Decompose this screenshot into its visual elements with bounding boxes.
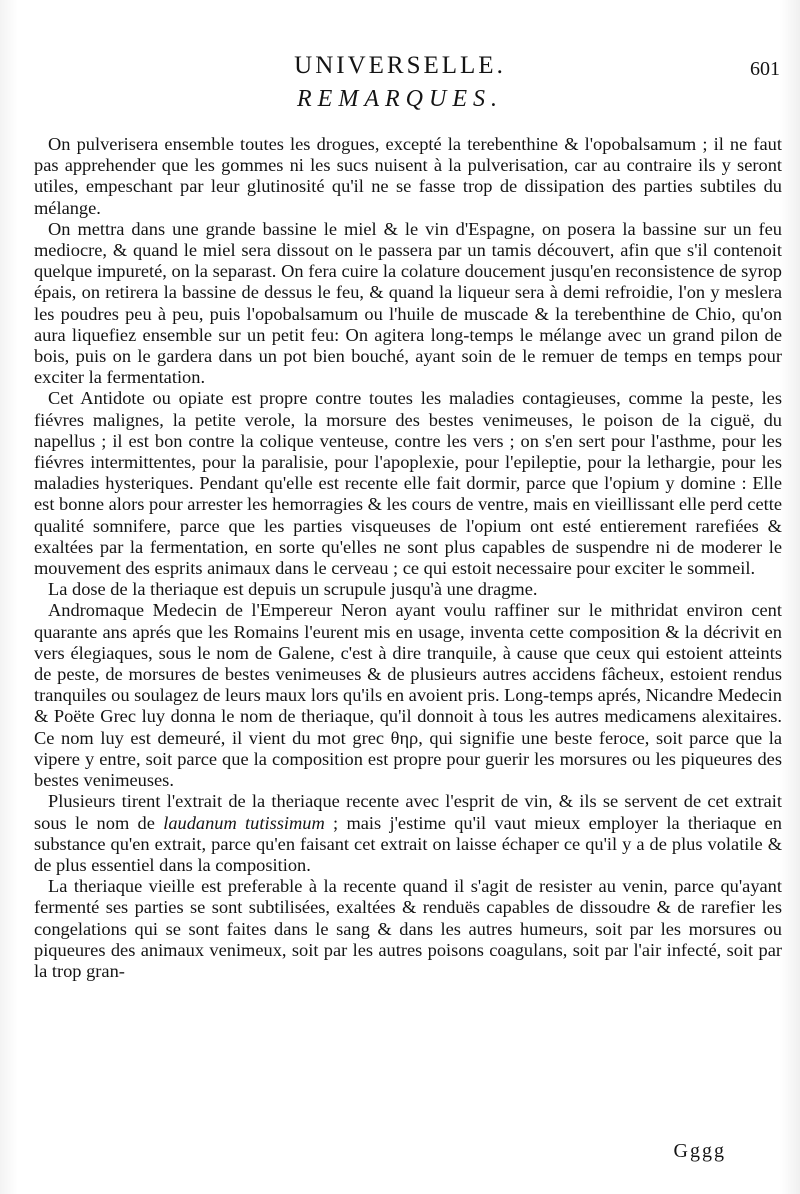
- paragraph-2: On mettra dans une grande bassine le miel & le vin d'Espagne, on posera la bassine sur un feu mediocre, & quand le miel sera dissout on le passera par un tamis découvert, afin que s'il contenoit quelque impureté, on la separast. On fera cuire la colature doucement jusqu'en reconsistence de syrop épais, on retirera la bassine de dessus le feu, & quand la liqueur sera à demi refroidie, l'on y meslera les poudres peu à peu, puis l'opobalsamum ou l'huile de muscade & la terebenthine de Chio, qu'on aura liquefiez ensemble sur un petit feu: On agitera long-temps le mélange avec un grand pilon de bois, puis on le gardera dans un pot bien bouché, ayant soin de le remuer de temps en temps pour exciter la fermentation.: [34, 218, 782, 388]
- paragraph-3: Cet Antidote ou opiate est propre contre toutes les maladies contagieuses, comme la peste, les fiévres malignes, la petite verole, la morsure des bestes venimeuses, le poison de la ciguë, du napellus ; il est bon contre la colique venteuse, contre les vers ; on s'en sert pour l'asthme, pour les fiévres intermittentes, pour la paralisie, pour l'apoplexie, pour l'epileptie, pour la lethargie, pour les maladies hysteriques. Pendant qu'elle est recente elle fait dormir, parce que l'opium y domine : Elle est bonne alors pour arrester les hemorragies & les cours de ventre, mais en vieillissant elle perd cette qualité somnifere, parce que les parties visqueuses de l'opium ont esté entierement rarefiées & exaltées par la fermentation, en sorte qu'elles ne sont plus capables de suspendre ni de moderer le mouvement des esprits animaux dans le cerveau ; ce qui estoit necessaire pour exciter le sommeil.: [34, 388, 782, 579]
- paragraph-6: [34, 791, 782, 876]
- section-title: REMARQUES.: [297, 86, 503, 112]
- body-text: [34, 134, 782, 982]
- running-head: UNIVERSELLE.: [294, 52, 506, 79]
- latin-term: laudanum tutissimum: [163, 812, 325, 833]
- paragraph-1: On pulverisera ensemble toutes les drogues, excepté la terebenthine & l'opobalsamum ; il ne faut pas apprehender que les gommes ni les sucs nuisent à la pulverisation, car au contraire ils y seront utiles, empeschant par leur glutinosité qu'il ne se fasse trop de dissipation des parties subtiles du mélange.: [34, 134, 782, 218]
- paragraph-5: Andromaque Medecin de l'Empereur Neron ayant voulu raffiner sur le mithridat environ cent quarante ans aprés que les Romains l'eurent mis en usage, inventa cette composition & la décrivit en vers élegiaques, sous le nom de Galene, c'est à dire tranquile, à cause que ceux qui estoient atteints de peste, de morsures de bestes venimeuses & de plusieurs autres accidens fâcheux, estoient rendus tranquiles ou soulagez de leurs maux lors qu'ils en avoient pris. Long-temps aprés, Nicandre Medecin & Poëte Grec luy donna le nom de theriaque, qu'il donnoit à tous les autres medicamens alexitaires. Ce nom luy est demeuré, il vient du mot grec θηρ, qui signifie une beste feroce, soit parce que la vipere y entre, soit parce que la composition est propre pour guerir les morsures ou les piqueures des bestes venimeuses.: [34, 600, 782, 791]
- paragraph-6-after: ; mais j'estime qu'il vaut mieux employer la theriaque en substance qu'en extrait, parce qu'en faisant cet extrait on laisse échaper ce qu'il y a de plus volatile & de plus essentiel dans la composition.: [34, 812, 782, 875]
- page-number: 601: [750, 58, 780, 80]
- paragraph-4: La dose de la theriaque est depuis un scrupule jusqu'à une dragme.: [48, 579, 538, 600]
- paragraph-6-before: Plusieurs tirent l'extrait de la theriaque recente avec l'esprit de vin, & ils se servent de cet extrait sous le nom de: [34, 791, 782, 833]
- paragraph-7: La theriaque vieille est preferable à la recente quand il s'agit de resister au venin, parce qu'ayant fermenté ses parties se sont subtilisées, exaltées & renduës capables de dissoudre & de rarefier les congelations qui se sont faites dans le sang & dans les autres humeurs, soit par les morsures ou piqueures des animaux venimeux, soit par les autres poisons coagulans, soit par l'air infecté, soit par la trop gran-: [34, 876, 782, 981]
- signature-mark: Gggg: [673, 1140, 726, 1162]
